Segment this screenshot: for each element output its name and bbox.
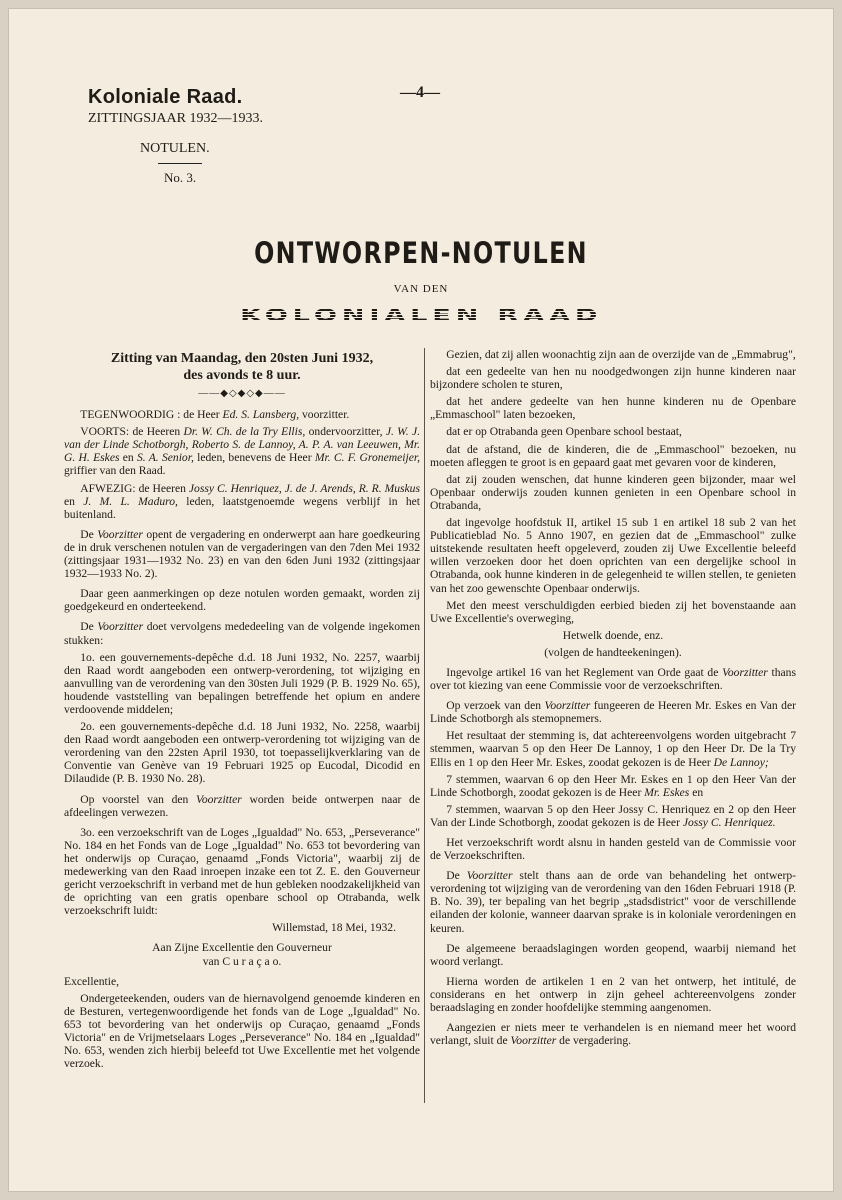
closing-formula: Hetwelk doende, enz.	[562, 628, 664, 642]
divider	[158, 163, 202, 164]
document-page	[8, 8, 834, 1192]
paragraph: Gezien, dat zij allen woonachtig zijn aan de overzijde van de „Emmabrug",	[446, 348, 796, 361]
page-title: ONTWORPEN-NOTULEN	[254, 236, 588, 270]
paragraph: dat het andere gedeelte van hen hunne kinderen nu de Openbare „Emmaschool" laten bezoeken,	[430, 395, 796, 422]
paragraph: De Voorzitter stelt thans aan de orde van behandeling het ontwerp-verordening tot wijziging van de verordening van den 16den Februari 1918 (P. B. No. 39), ter bepaling van het begrip „stadsdistrict" voor de verschillende eilanden der kolonie, wanneer daarvan sprake is in koloniale verordeningen en keuren.	[430, 869, 796, 935]
paragraph: Hierna worden de artikelen 1 en 2 van het ontwerp, het intitulé, de considerans en het ontwerp in zijn geheel achtereenvolgens zonder beraadslaging en zonder hoofdelijke stemming aangenomen.	[430, 974, 796, 1015]
paragraph: Op voorstel van den Voorzitter worden beide ontwerpen naar de afdeelingen verwezen.	[64, 792, 420, 819]
paragraph: dat zij zouden wenschen, dat hunne kinderen geen bijzonder, maar wel Openbaar onderwijs zouden kunnen genieten in een Openbare school in Otrabanda,	[430, 472, 796, 512]
ornament-divider: ——◆◇◆◇◆——	[198, 388, 286, 399]
letter-address: Aan Zijne Excellentie den Gouverneur van C u r a ç a o.	[152, 941, 332, 968]
paragraph: 3o. een verzoekschrift van de Loges „Igualdad" No. 653, „Perseverance" No. 184 en het Fonds van de Loge „Igualdad" No. 653 tot bevordering van het onderwijs op Curaçao, genaamd „Fonds Victoria", waarbij zij de medewerking van den Raad inroepen inzake een tot Z. E. den Gouverneur gericht verzoekschrift in verband met de hun gebleken noodzakelijkheid van de oprichting van een gratis openbare school op Otrabanda, welk verzoekschrift luidt:	[64, 825, 420, 918]
council-title: Koloniale Raad.	[88, 86, 243, 108]
paragraph: dat een gedeelte van hen nu noodgedwongen zijn hunne kinderen naar bijzondere scholen te sturen,	[430, 365, 796, 392]
paragraph: Het resultaat der stemming is, dat achtereenvolgens worden uitgebracht 7 stemmen, waarvan 5 op den Heer De Lannoy, 1 op den Heer Dr. De la Try Ellis en 1 op den Heer Mr. Eskes, zoodat gekozen is de Heer De Lannoy;	[430, 729, 796, 769]
paragraph: De Voorzitter doet vervolgens mededeeling van de volgende ingekomen stukken:	[64, 620, 421, 647]
letter-date: Willemstad, 18 Mei, 1932.	[272, 921, 396, 935]
signatures-note: (volgen de handteekeningen).	[544, 645, 682, 659]
paragraph: dat ingevolge hoofdstuk II, artikel 15 sub 1 en artikel 18 sub 2 van het Publicatieblad No. 5 Anno 1907, en gezien dat de „Emmaschool" zulke uitstekende resultaten heeft opgeleverd, zouden zij Uwe Excellentie beleefd willen verzoeken door het doen oprichten van een dergelijke school in Otrabanda, ook hunne kinderen in de gelegenheid te willen stellen, te genieten van het zoo gewenschte Openbaar onderwijs.	[430, 516, 796, 595]
letter-salutation: Excellentie,	[64, 974, 120, 988]
title-connector: VAN DEN	[393, 283, 449, 295]
left-column	[64, 348, 420, 1074]
paragraph: dat er op Otrabanda geen Openbare school bestaat,	[446, 425, 682, 439]
paragraph: 1o. een gouvernements-depêche d.d. 18 Juni 1932, No. 2257, waarbij den Raad wordt aangeboden een ontwerp-verordening, tot wijziging en aanvulling van de verordening van den 30sten Juli 1929 (P. B. 1929 No. 65), houdende vaststelling van bepalingen betreffende het opium en andere verdoovende middelen;	[64, 650, 420, 716]
paragraph: Aangezien er niets meer te verhandelen is en niemand meer het woord verlangt, sluit de Voorzitter de vergadering.	[430, 1021, 796, 1048]
issue-number: No. 3.	[164, 170, 197, 185]
right-column	[430, 348, 796, 1051]
attendance-also: VOORTS: de Heeren Dr. W. Ch. de la Try Ellis, ondervoorzitter, J. W. J. van der Linde Schotborgh, Roberto S. de Lannoy, A. P. A. van Leeuwen, Mr. G. H. Eskes en S. A. Senior, leden, benevens de Heer Mr. C. F. Gronemeijer, griffier van den Raad.	[64, 425, 420, 478]
paragraph: 7 stemmen, waarvan 6 op den Heer Mr. Eskes en 1 op den Heer Van der Linde Schotborgh, zoodat gekozen is de Heer Mr. Eskes en	[430, 772, 796, 799]
paragraph: dat de afstand, die de kinderen, die de „Emmaschool" bezoeken, nu moeten afleggen te groot is en gepaard gaat met gevaren voor de kinderen,	[430, 442, 796, 469]
column-divider	[424, 348, 425, 1103]
masthead	[88, 86, 263, 186]
paragraph: De Voorzitter opent de vergadering en onderwerpt aan hare goedkeuring de in druk verschenen notulen van de vergaderingen van den 7den Mei 1932 (zittingsjaar 1931—1932 No. 23) en van den 6den Juni 1932 (zittingsjaar 1932—1933 No. 2).	[64, 527, 420, 581]
raad-banner-text: KOLONIALEN RAAD	[239, 306, 603, 326]
paragraph: 7 stemmen, waarvan 5 op den Heer Jossy C. Henriquez en 2 op den Heer Van der Linde Schotborgh, zoodat gekozen is de Heer Jossy C. Henriquez.	[430, 802, 796, 829]
paragraph: Met den meest verschuldigden eerbied bieden zij het bovenstaande aan Uwe Excellentie's overweging,	[430, 598, 796, 625]
paragraph: Het verzoekschrift wordt alsnu in handen gesteld van de Commissie voor de Verzoekschriften.	[430, 836, 796, 863]
notulen-label: NOTULEN.	[140, 141, 210, 156]
page-number: —4—	[400, 84, 440, 101]
paragraph: De algemeene beraadslagingen worden geopend, waarbij niemand het woord verlangt.	[430, 941, 796, 968]
paragraph: Op verzoek van den Voorzitter fungeeren de Heeren Mr. Eskes en Van der Linde Schotborgh als stemopnemers.	[430, 699, 796, 726]
session-heading: Zitting van Maandag, den 20sten Juni 1932, des avonds te 8 uur.	[110, 351, 374, 383]
paragraph: Ingevolge artikel 16 van het Reglement van Orde gaat de Voorzitter thans over tot kiezing van eene Commissie voor de verzoekschriften.	[430, 665, 796, 693]
session-year: ZITTINGSJAAR 1932—1933.	[88, 111, 263, 126]
paragraph: 2o. een gouvernements-depêche d.d. 18 Juni 1932, No. 2258, waarbij den Raad wordt aangeboden een ontwerp-verordening tot wijziging van de verordening van den 22sten April 1930, tot toepasselijkverklaring van de Conventie van Genève van 19 Februari 1925 op Eucodal, Dicodid en Dilaudide (P. B. 1930 No. 28).	[64, 720, 420, 786]
paragraph: Daar geen aanmerkingen op deze notulen worden gemaakt, worden zij goedgekeurd en onderteekend.	[64, 587, 420, 614]
attendance-absent: AFWEZIG: de Heeren Jossy C. Henriquez, J. de J. Arends, R. R. Muskus en J. M. L. Maduro, leden, laatstgenoemde wegens verblijf in het buitenland.	[64, 481, 421, 521]
attendance-present: TEGENWOORDIG : de Heer Ed. S. Lansberg, voorzitter.	[80, 408, 350, 422]
raad-banner	[8, 306, 834, 326]
paragraph: Ondergeteekenden, ouders van de hiernavolgend genoemde kinderen en de Besturen, vertegenwoordigende het fonds van de Loge „Igualdad" No. 653 tot bevordering van het onderwijs op Curaçao, genaamd „Fonds Victoria" en de Vrijmetselaars Loges „Perseverance" No. 184 en „Igualdad" No. 653, wenden zich hierbij beleefd tot Uwe Excellentie met het volgende verzoek.	[64, 991, 420, 1071]
